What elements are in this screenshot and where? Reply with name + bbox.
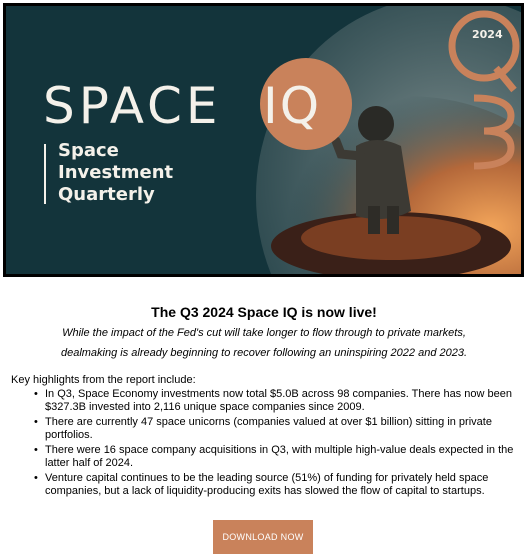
brand-wordmark-space: SPACE — [43, 77, 222, 135]
brand-subtitle-line: Quarterly — [58, 184, 155, 205]
highlights-intro: Key highlights from the report include: — [11, 374, 196, 386]
list-item: • Venture capital continues to be the leading source (51%) of funding for privately held space companies, but a lack of liquidity-producing exits has slowed the flow of capital to startups. — [45, 472, 525, 498]
brand-subtitle-line: Investment — [58, 162, 174, 183]
brand-subtitle-line: Space — [58, 140, 119, 161]
brand-subtitle — [58, 140, 173, 206]
list-item: • There were 16 space company acquisitions in Q3, with multiple high-value deals expected in the latter half of 2024. — [45, 444, 525, 470]
hero-banner — [3, 3, 524, 277]
year-badge: 2024 — [472, 28, 503, 41]
brand-wordmark-iq: IQ — [263, 77, 322, 135]
lede-paragraph — [40, 323, 488, 363]
highlights-list — [33, 388, 525, 500]
headline: The Q3 2024 Space IQ is now live! — [151, 304, 377, 320]
banner-artwork — [6, 6, 521, 274]
lede-line: While the impact of the Fed's cut will take longer to flow through to private markets, — [62, 327, 466, 339]
brand-divider — [44, 144, 46, 204]
lede-line: dealmaking is already beginning to recover following an uninspiring 2022 and 2023. — [60, 347, 468, 359]
list-item: • In Q3, Space Economy investments now total $5.0B across 98 companies. There has now been $327.3B invested into 2,116 unique space companies since 2009. — [45, 388, 525, 414]
list-item: • There are currently 47 space unicorns (companies valued at over $1 billion) sitting in private portfolios. — [45, 416, 525, 442]
download-now-button[interactable]: DOWNLOAD NOW — [213, 520, 313, 554]
